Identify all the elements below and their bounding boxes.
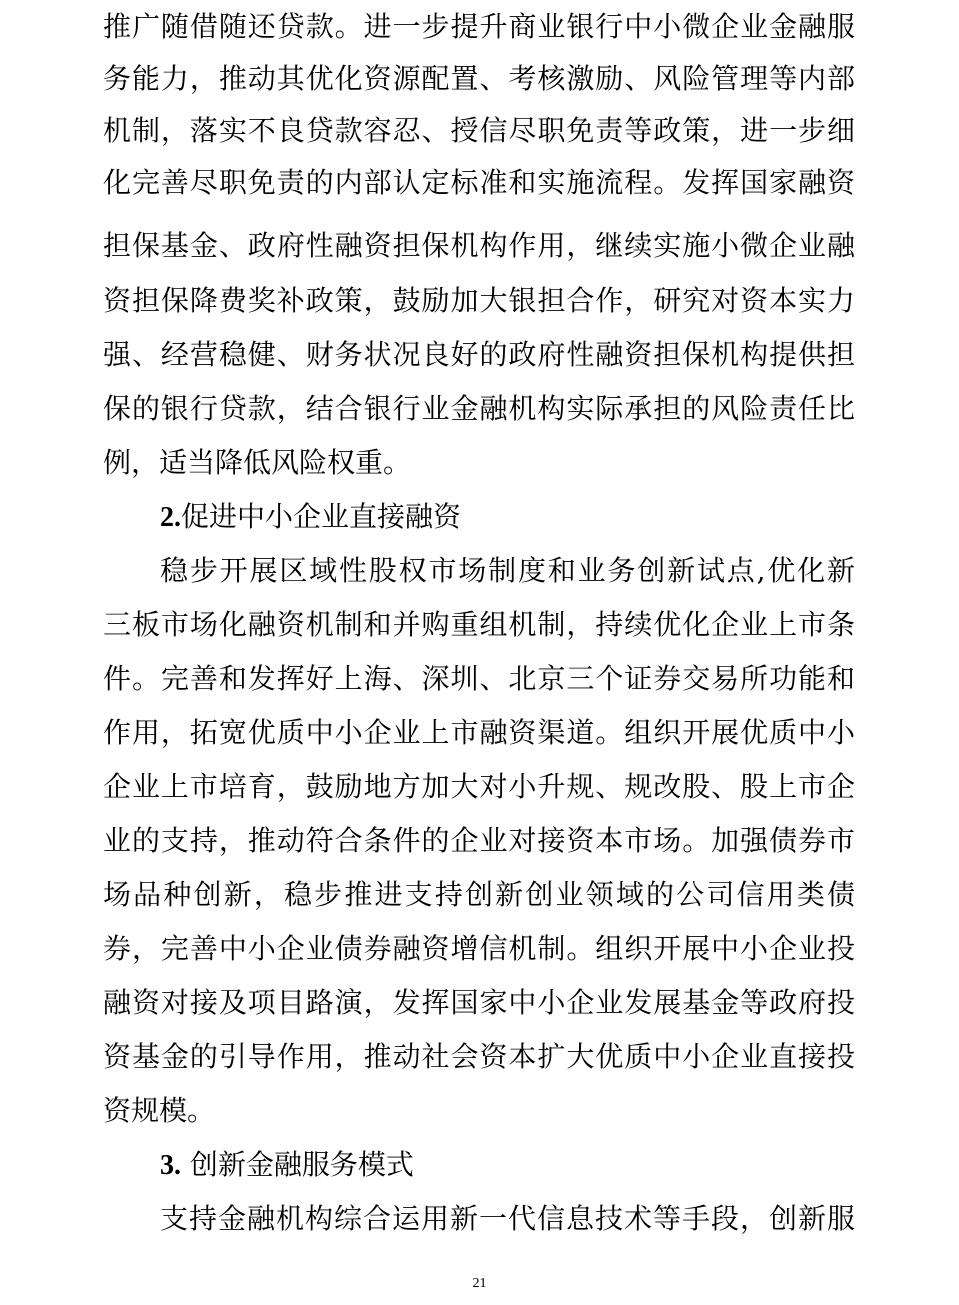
paragraph-1-line-3: 机制，落实不良贷款容忍、授信尽职免责等政策，进一步细 <box>103 114 855 147</box>
section-heading-3 <box>160 1140 855 1190</box>
paragraph-2-line-6: 业的支持，推动符合条件的企业对接资本市场。加强债券市 <box>103 824 855 857</box>
paragraph-2-line-7: 场品种创新，稳步推进支持创新创业领域的公司信用类债 <box>103 878 855 911</box>
paragraph-1-line-2: 务能力，推动其优化资源配置、考核激励、风险管理等内部 <box>103 62 855 95</box>
paragraph-2-line-9: 融资对接及项目路演，发挥国家中小企业发展基金等政府投 <box>103 986 855 1019</box>
section-heading-2-title: 促进中小企业直接融资 <box>181 500 462 533</box>
paragraph-2-line-11: 资规模。 <box>103 1094 216 1127</box>
page-number: 21 <box>472 1276 487 1291</box>
paragraph-3-line-1: 支持金融机构综合运用新一代信息技术等手段，创新服 <box>160 1202 855 1235</box>
paragraph-1-line-5: 担保基金、政府性融资担保机构作用，继续实施小微企业融 <box>103 229 855 262</box>
paragraph-2-line-2: 三板市场化融资机制和并购重组机制，持续优化企业上市条 <box>103 608 855 641</box>
paragraph-1-line-6: 资担保降费奖补政策，鼓励加大银担合作，研究对资本实力 <box>103 284 855 317</box>
paragraph-2-line-3: 件。完善和发挥好上海、深圳、北京三个证券交易所功能和 <box>103 662 855 695</box>
paragraph-2-line-10: 资基金的引导作用，推动社会资本扩大优质中小企业直接投 <box>103 1040 855 1073</box>
section-heading-2 <box>160 492 855 542</box>
paragraph-1-line-1: 推广随借随还贷款。进一步提升商业银行中小微企业金融服 <box>103 10 855 43</box>
paragraph-2-line-8: 券，完善中小企业债券融资增信机制。组织开展中小企业投 <box>103 932 855 965</box>
section-heading-2-number: 2. <box>160 502 181 533</box>
paragraph-2-line-4: 作用，拓宽优质中小企业上市融资渠道。组织开展优质中小 <box>103 716 855 749</box>
paragraph-1-line-7: 强、经营稳健、财务状况良好的政府性融资担保机构提供担 <box>103 338 855 371</box>
paragraph-1-line-4: 化完善尽职免责的内部认定标准和实施流程。发挥国家融资 <box>103 166 855 199</box>
paragraph-2-line-1: 稳步开展区域性股权市场制度和业务创新试点,优化新 <box>160 554 855 587</box>
paragraph-2-line-5: 企业上市培育，鼓励地方加大对小升规、规改股、股上市企 <box>103 770 855 803</box>
section-heading-3-number: 3. <box>160 1150 181 1181</box>
section-heading-3-title: 创新金融服务模式 <box>181 1148 414 1181</box>
paragraph-1-line-8: 保的银行贷款，结合银行业金融机构实际承担的风险责任比 <box>103 392 855 425</box>
paragraph-1-line-9: 例，适当降低风险权重。 <box>103 446 412 479</box>
